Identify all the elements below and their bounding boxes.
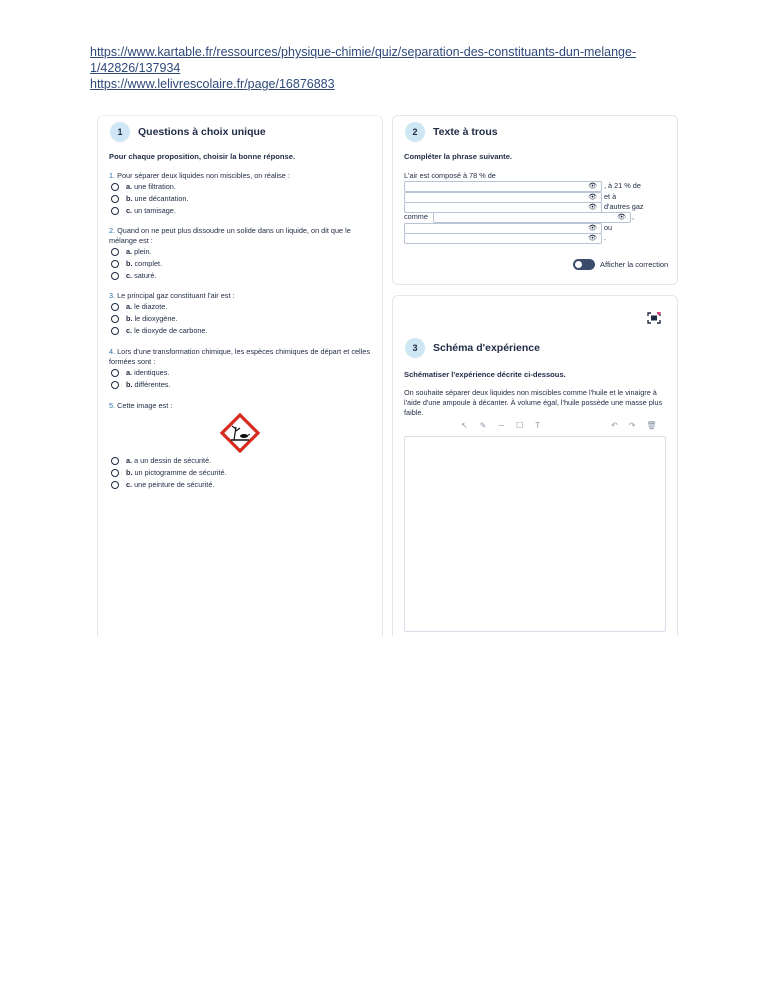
- source-links: [90, 44, 690, 92]
- blank-input-6[interactable]: [404, 233, 602, 244]
- undo-icon[interactable]: ↶: [611, 421, 618, 430]
- redo-icon[interactable]: ↷: [628, 421, 636, 430]
- trash-icon[interactable]: 🗑: [646, 421, 657, 430]
- text-fragment: , à 21 % de: [604, 181, 641, 190]
- option-3c[interactable]: c. le dioxyde de carbone.: [111, 325, 374, 337]
- section-instruction: Schématiser l'expérience décrite ci-dessous.: [404, 370, 566, 379]
- section3-header: [405, 338, 540, 358]
- radio-button[interactable]: [111, 469, 119, 477]
- section2-header: [405, 122, 498, 142]
- drawing-canvas[interactable]: [404, 436, 666, 632]
- option-1b[interactable]: b. une décantation.: [111, 193, 374, 205]
- question-number: 1.: [109, 171, 116, 180]
- option-1a[interactable]: a. une filtration.: [111, 181, 374, 193]
- option-5a[interactable]: a. a un dessin de sécurité.: [111, 455, 374, 467]
- schema-panel: [392, 295, 678, 636]
- pencil-icon[interactable]: ✎: [479, 421, 487, 430]
- line-icon[interactable]: ─: [498, 421, 505, 430]
- correction-toggle[interactable]: [573, 259, 595, 270]
- option-2b[interactable]: b. complet.: [111, 258, 374, 270]
- section1-header: [110, 122, 266, 142]
- question-text: Le principal gaz constituant l'air est :: [117, 291, 235, 300]
- text-fragment: d'autres gaz: [604, 202, 644, 211]
- section-title: Schéma d'expérience: [433, 342, 540, 354]
- blank-input-1[interactable]: [404, 181, 602, 192]
- option-4b[interactable]: b. différentes.: [111, 379, 374, 391]
- text-fragment: et à: [604, 192, 617, 201]
- question-2: 2. Quand on ne peut plus dissoudre un solide dans un liquide, on dit que le mélange est : a. plein. b. complet. c. saturé.: [109, 226, 374, 282]
- text-fragment: .: [604, 233, 607, 242]
- sentence-start: L'air est composé à 78 % de: [404, 171, 496, 180]
- section-title: Questions à choix unique: [138, 126, 266, 138]
- option-3a[interactable]: a. le diazote.: [111, 301, 374, 313]
- eye-icon[interactable]: 👁: [588, 183, 597, 190]
- section-title: Texte à trous: [433, 126, 498, 138]
- section-number: 1: [110, 122, 130, 142]
- option-3b[interactable]: b. le dioxygène.: [111, 313, 374, 325]
- link-kartable[interactable]: https://www.kartable.fr/ressources/physique-chimie/quiz/separation-des-constituants-dun-melange-1/42826/137934: [90, 45, 637, 75]
- radio-button[interactable]: [111, 303, 119, 311]
- question-text: Cette image est :: [117, 401, 173, 410]
- drawing-toolbar: [461, 421, 552, 430]
- radio-button[interactable]: [111, 195, 119, 203]
- radio-button[interactable]: [111, 260, 119, 268]
- text-fragment: ,: [632, 212, 635, 221]
- radio-button[interactable]: [111, 248, 119, 256]
- radio-button[interactable]: [111, 381, 119, 389]
- section-instruction: Compléter la phrase suivante.: [404, 152, 513, 161]
- radio-button[interactable]: [111, 272, 119, 280]
- text-fragment: ou: [604, 223, 613, 232]
- action-toolbar: [611, 421, 668, 430]
- eye-icon[interactable]: 👁: [617, 214, 626, 221]
- question-4: 4. Lors d'une transformation chimique, les espèces chimiques de départ et celles formées sont : a. identiques. b. différentes.: [109, 347, 374, 391]
- text-icon[interactable]: T: [535, 421, 541, 430]
- fill-blank-panel: [392, 115, 678, 285]
- question-text: Lors d'une transformation chimique, les espèces chimiques de départ et celles formées sont :: [109, 347, 370, 366]
- question-text: Pour séparer deux liquides non miscibles, on réalise :: [117, 171, 290, 180]
- questions-panel: [97, 115, 383, 636]
- radio-button[interactable]: [111, 183, 119, 191]
- radio-button[interactable]: [111, 369, 119, 377]
- option-2c[interactable]: c. saturé.: [111, 270, 374, 282]
- environment-hazard-pictogram-icon: [220, 413, 260, 453]
- section-number: 2: [405, 122, 425, 142]
- experiment-description: On souhaite séparer deux liquides non miscibles comme l'huile et le vinaigre à l'aide d'une ampoule à décanter. À volume égal, l'huile possède une masse plus faible.: [404, 388, 663, 417]
- question-5-options: [109, 455, 374, 491]
- section-number: 3: [405, 338, 425, 358]
- option-5b[interactable]: b. un pictogramme de sécurité.: [111, 467, 374, 479]
- eye-icon[interactable]: 👁: [588, 204, 597, 211]
- toggle-label: Afficher la correction: [600, 260, 669, 269]
- eye-icon[interactable]: 👁: [588, 225, 597, 232]
- blank-input-4[interactable]: [433, 212, 631, 223]
- eye-icon[interactable]: 👁: [588, 194, 597, 201]
- eye-icon[interactable]: 👁: [588, 235, 597, 242]
- radio-button[interactable]: [111, 457, 119, 465]
- radio-button[interactable]: [111, 315, 119, 323]
- radio-button[interactable]: [111, 207, 119, 215]
- rectangle-icon[interactable]: ☐: [516, 421, 524, 430]
- option-1c[interactable]: c. un tamisage.: [111, 205, 374, 217]
- option-2a[interactable]: a. plein.: [111, 246, 374, 258]
- question-1: [109, 171, 374, 217]
- question-text: Quand on ne peut plus dissoudre un solide dans un liquide, on dit que le mélange est :: [109, 226, 351, 245]
- fullscreen-icon[interactable]: [647, 311, 661, 323]
- option-5c[interactable]: c. une peinture de sécurité.: [111, 479, 374, 491]
- link-lelivrescolaire[interactable]: https://www.lelivrescolaire.fr/page/16876883: [90, 77, 335, 91]
- option-4a[interactable]: a. identiques.: [111, 367, 374, 379]
- question-3: 3. Le principal gaz constituant l'air est : a. le diazote. b. le dioxygène. c. le dioxyde de carbone.: [109, 291, 374, 337]
- question-5: 5. Cette image est :: [109, 401, 173, 410]
- section-instruction: Pour chaque proposition, choisir la bonne réponse.: [109, 152, 296, 161]
- radio-button[interactable]: [111, 481, 119, 489]
- cursor-icon[interactable]: ↖: [461, 421, 468, 430]
- radio-button[interactable]: [111, 327, 119, 335]
- text-fragment: comme: [404, 212, 428, 221]
